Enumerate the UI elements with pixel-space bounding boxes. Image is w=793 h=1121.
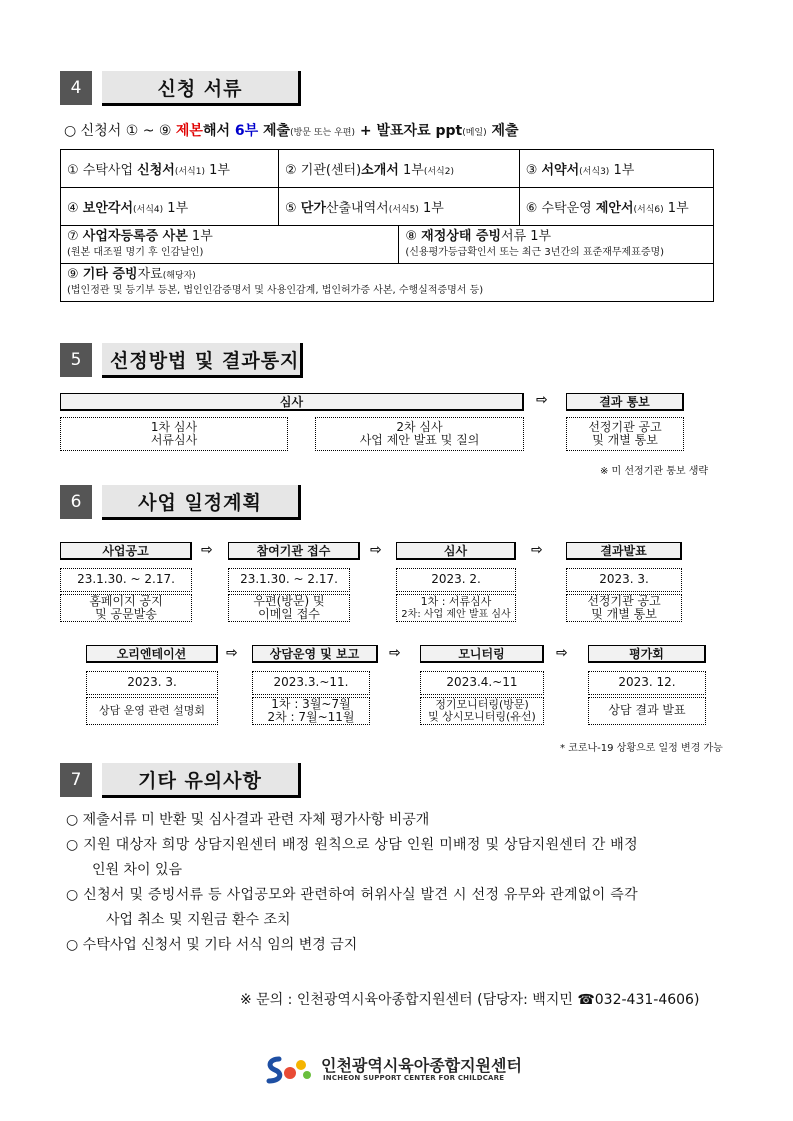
stage-1-desc: 서류심사 (150, 433, 198, 447)
doc-5: ⑤ 단가산출내역서(서식5) 1부 (279, 188, 520, 226)
desc-line: 1차 : 3월~7월 (271, 696, 351, 711)
documents-table (60, 149, 714, 302)
notice-line: ○ 지원 대상자 희망 상담지원센터 배정 원칙으로 상담 인원 미배정 및 상담지원센터 간 배정 (66, 837, 638, 853)
stage-1-label: 1차 심사 (150, 419, 198, 434)
doc-6: ⑥ 수탁운영 제안서(서식6) 1부 (519, 188, 713, 226)
center-logo-icon (263, 1053, 313, 1087)
schedule-date: 23.1.30. ~ 2.17. (60, 568, 192, 592)
result-box (566, 417, 684, 451)
schedule-header: 심사 (396, 542, 516, 560)
schedule-header: 참여기관 접수 (228, 542, 360, 560)
highlight-blue: 6부 (234, 123, 259, 139)
doc-9: ⑨ 기타 증빙자료(해당자) (법인정관 및 등기부 등본, 법인인감증명서 및 사용인감계, 법인허가증 사본, 수행실적증명서 등) (61, 264, 714, 302)
arrow-icon: ⇨ (531, 542, 543, 558)
text: 신청서 ① ~ ⑨ (80, 123, 176, 139)
schedule-desc (252, 697, 370, 725)
stage-2-desc: 사업 제안 발표 및 질의 (359, 433, 480, 447)
schedule-date: 2023. 3. (86, 671, 218, 695)
section-6-number: 6 (60, 485, 92, 519)
doc-2: ② 기관(센터)소개서 1부(서식2) (279, 150, 520, 188)
result-line-2: 및 개별 통보 (592, 433, 658, 447)
schedule-desc (86, 697, 218, 725)
desc-line: 2차: 사업 제안 발표 심사 (401, 608, 511, 620)
result-line-1: 선정기관 공고 (588, 419, 662, 434)
notice-line: ○ 수탁사업 신청서 및 기타 서식 임의 변경 금지 (66, 937, 358, 953)
stage-1-box (60, 417, 288, 451)
schedule-desc (420, 697, 544, 725)
section-4-number: 4 (60, 71, 92, 105)
footer-org-name-en: INCHEON SUPPORT CENTER FOR CHILDCARE (323, 1074, 505, 1082)
arrow-icon: ⇨ (389, 645, 401, 661)
text: 제출 (258, 123, 291, 139)
section-7-title: 기타 유의사항 (102, 763, 301, 798)
section-6-title: 사업 일정계획 (102, 485, 301, 520)
doc-3: ③ 서약서(서식3) 1부 (519, 150, 713, 188)
desc-line: 및 공문발송 (95, 607, 157, 621)
highlight-red: 제본 (175, 123, 203, 139)
schedule-date: 2023.4.~11 (420, 671, 544, 695)
desc-line: 정기모니터링(방문) (435, 697, 529, 711)
schedule-date: 2023. 3. (566, 568, 682, 592)
arrow-icon: ⇨ (536, 392, 548, 408)
notice-item (66, 933, 746, 958)
schedule-date: 2023. 12. (588, 671, 706, 695)
desc-line: 및 상시모니터링(유선) (428, 710, 536, 723)
stage-2-label: 2차 심사 (396, 419, 443, 434)
submission-instruction (64, 120, 519, 140)
doc-1: ① 수탁사업 신청서(서식1) 1부 (61, 150, 279, 188)
schedule-desc (60, 594, 192, 622)
arrow-icon: ⇨ (370, 542, 382, 558)
review-header: 심사 (60, 393, 524, 411)
section-6-note: * 코로나-19 상황으로 일정 변경 가능 (560, 743, 723, 754)
schedule-header: 모니터링 (420, 645, 544, 663)
contact-info: ※ 문의 : 인천광역시육아종합지원센터 (담당자: 백지민 ☎032-431-4606) (240, 992, 700, 1008)
bullet: ○ (64, 123, 77, 139)
notice-line: 사업 취소 및 지원금 환수 조치 (106, 911, 291, 928)
footer-logo (263, 1053, 533, 1087)
schedule-header: 평가회 (588, 645, 706, 663)
desc-line: 상담 운영 관련 설명회 (98, 703, 206, 717)
doc-8: ⑧ 재정상태 증빙서류 1부 (신용평가등급확인서 또는 최근 3년간의 표준재무제표증명) (399, 226, 714, 264)
doc-4: ④ 보안각서(서식4) 1부 (61, 188, 279, 226)
desc-line: 상담 결과 발표 (608, 703, 686, 718)
section-7-number: 7 (60, 763, 92, 797)
arrow-icon: ⇨ (201, 542, 213, 558)
section-5-note: ※ 미 선정기관 통보 생략 (600, 466, 709, 477)
notice-line: ○ 신청서 및 증빙서류 등 사업공모와 관련하여 허위사실 발견 시 선정 유무와 관계없이 즉각 (66, 887, 638, 903)
desc-line: 우편(방문) 및 (253, 593, 325, 608)
arrow-icon: ⇨ (226, 645, 238, 661)
doc-7: ⑦ 사업자등록증 사본 1부 (원본 대조필 명기 후 인감날인) (61, 226, 399, 264)
schedule-date: 2023. 2. (396, 568, 516, 592)
desc-line: 및 개별 통보 (591, 607, 657, 621)
text: 해서 (202, 123, 235, 139)
desc-line: 이메일 접수 (258, 607, 320, 621)
desc-line: 1차 : 서류심사 (420, 595, 492, 609)
result-header: 결과 통보 (566, 393, 684, 411)
desc-line: 2차 : 7월~11월 (267, 710, 355, 724)
schedule-header: 결과발표 (566, 542, 682, 560)
notice-item (66, 808, 746, 833)
footer-org-name: 인천광역시육아종합지원센터 (321, 1056, 522, 1075)
schedule-header: 상담운영 및 보고 (252, 645, 378, 663)
section-4-title: 신청 서류 (102, 71, 301, 106)
stage-2-box (315, 417, 524, 451)
arrow-icon: ⇨ (556, 645, 568, 661)
schedule-date: 23.1.30. ~ 2.17. (228, 568, 350, 592)
section-5-title: 선정방법 및 결과통지 (102, 343, 303, 378)
text: + 발표자료 ppt (355, 123, 463, 139)
note: (메일) (462, 128, 487, 138)
schedule-desc (228, 594, 350, 622)
desc-line: 홈페이지 공지 (89, 593, 163, 608)
notice-item (66, 833, 746, 882)
text: 제출 (486, 123, 519, 139)
schedule-header: 오리엔테이션 (86, 645, 218, 663)
section-5-number: 5 (60, 343, 92, 377)
schedule-desc (396, 594, 516, 622)
notice-line: 인원 차이 있음 (92, 861, 183, 878)
desc-line: 선정기관 공고 (587, 593, 661, 608)
notice-line: ○ 제출서류 미 반환 및 심사결과 관련 자체 평가사항 비공개 (66, 812, 430, 828)
schedule-desc (588, 697, 706, 725)
schedule-desc (566, 594, 682, 622)
notice-item (66, 883, 746, 932)
schedule-header: 사업공고 (60, 542, 192, 560)
schedule-date: 2023.3.~11. (252, 671, 370, 695)
note: (방문 또는 우편) (290, 128, 356, 138)
